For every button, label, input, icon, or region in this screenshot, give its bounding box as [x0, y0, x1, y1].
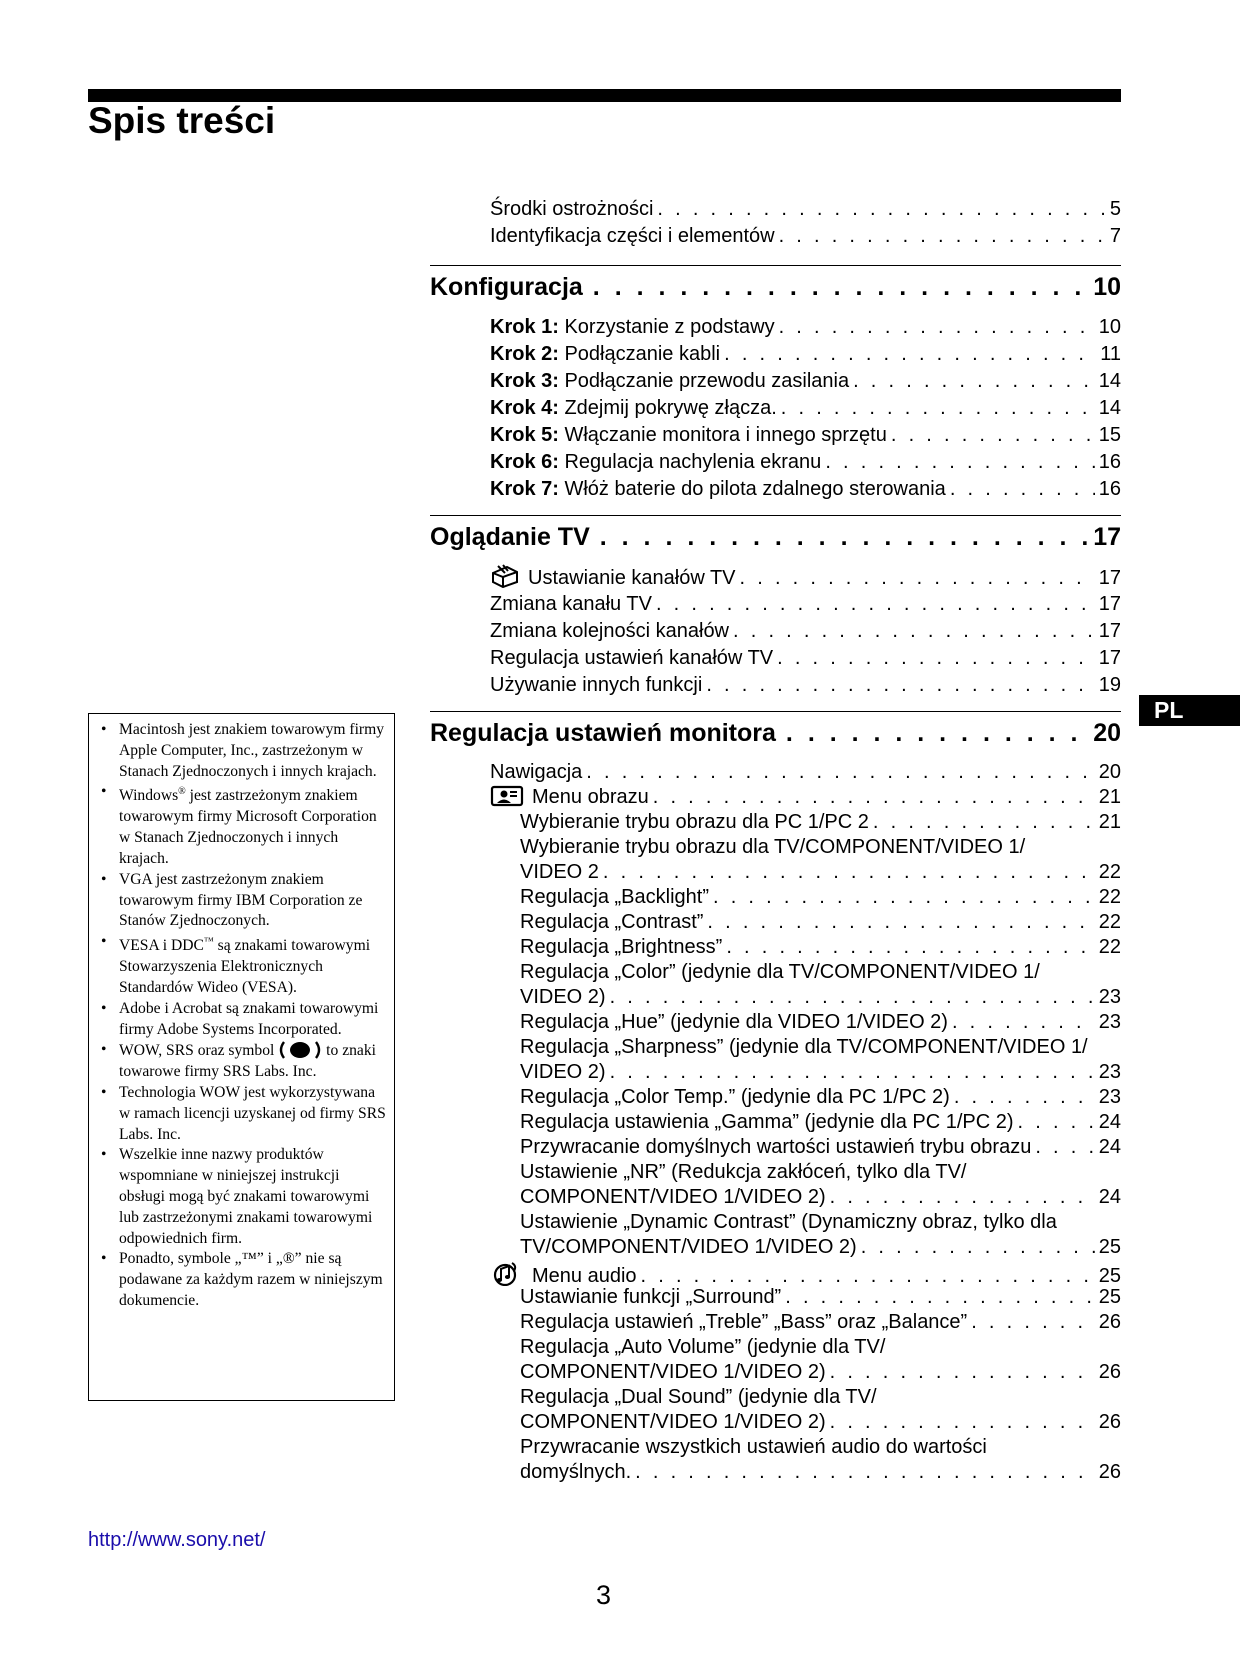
dot-leader — [707, 910, 1094, 935]
toc-entry-text: Regulacja „Brightness” — [520, 936, 723, 958]
dot-leader — [726, 935, 1094, 960]
dot-leader — [952, 1010, 1095, 1035]
toc-entry-page: 24 — [1098, 1111, 1121, 1133]
toc-entry-text: TV/COMPONENT/VIDEO 1/VIDEO 2) — [520, 1236, 857, 1258]
toc-entry-line: Regulacja „Auto Volume” (jedynie dla TV/ — [520, 1336, 886, 1358]
toc-entry-text: Podłączanie kabli — [564, 343, 721, 365]
sony-website-link[interactable]: http://www.sony.net/ — [88, 1529, 266, 1551]
section-page: 17 — [1093, 523, 1121, 551]
toc-entry-text: Regulacja „Contrast” — [520, 911, 704, 933]
dot-leader — [600, 520, 1087, 554]
toc-entry[interactable] — [490, 476, 1121, 503]
toc-entry-text: VIDEO 2) — [520, 1061, 606, 1083]
toc-entry-page: 26 — [1098, 1461, 1121, 1483]
trademark-notes-box — [88, 713, 395, 1401]
toc-entry-page: 17 — [1098, 620, 1121, 642]
toc-entry-page: 17 — [1098, 647, 1121, 669]
toc-entry[interactable] — [490, 368, 1121, 395]
toc-entry-line: Przywracanie wszystkich ustawień audio do wartości — [520, 1436, 987, 1458]
dot-leader — [830, 1360, 1095, 1385]
toc-entry-text: Menu audio — [532, 1265, 637, 1287]
dot-leader — [779, 223, 1106, 250]
toc-entry-page: 23 — [1098, 1086, 1121, 1108]
section-page: 10 — [1093, 273, 1121, 301]
toc-entry[interactable] — [520, 810, 1121, 835]
toc-entry-text: Nawigacja — [490, 761, 583, 783]
toc-entry-text: Podłączanie przewodu zasilania — [564, 370, 850, 392]
dot-leader — [724, 341, 1096, 368]
dot-leader — [971, 1310, 1095, 1335]
dot-leader — [779, 314, 1095, 341]
toc-entry-text: Regulacja „Hue” (jedynie dla VIDEO 1/VIDEO 2) — [520, 1011, 948, 1033]
section-heading-konfiguracja[interactable] — [430, 265, 1121, 304]
toc-entry[interactable] — [490, 449, 1121, 476]
toc-entry-line: Ustawienie „NR” (Redukcja zakłóceń, tylko dla TV/ — [520, 1161, 967, 1183]
toc-entry-text: Regulacja nachylenia ekranu — [564, 451, 822, 473]
toc-entry[interactable] — [520, 1085, 1121, 1110]
toc-entry[interactable] — [490, 591, 1121, 618]
note-item: • Technologia WOW jest wykorzystywana w ramach licencji uzyskanej od firmy SRS Labs. Inc. — [89, 1083, 386, 1145]
toc-entry-text: Regulacja ustawień kanałów TV — [490, 647, 774, 669]
step-label: Krok 7: — [490, 478, 559, 500]
dot-leader — [853, 368, 1095, 395]
dot-leader — [873, 810, 1095, 835]
toc-entry-page: 22 — [1098, 936, 1121, 958]
dot-leader — [830, 1185, 1095, 1210]
toc-entry-page: 22 — [1098, 886, 1121, 908]
picture-menu-icon — [490, 785, 524, 807]
toc-entry-page: 25 — [1098, 1265, 1121, 1287]
toc-entry[interactable] — [490, 196, 1121, 223]
dot-leader — [653, 785, 1095, 810]
toc-entry[interactable] — [520, 1135, 1121, 1160]
section-title: Oglądanie TV — [430, 523, 590, 551]
dot-leader — [954, 1085, 1095, 1110]
toc-entry-page: 7 — [1109, 225, 1121, 247]
language-tab: PL — [1139, 695, 1240, 726]
note-item: • VGA jest zastrzeżonym znakiem towarowym firmy IBM Corporation ze Stanów Zjednoczonych. — [89, 870, 386, 932]
toc-entry-line: Regulacja „Dual Sound” (jedynie dla TV/ — [520, 1386, 877, 1408]
toc-entry[interactable] — [520, 1285, 1121, 1310]
toc-entry-text: Włóż baterie do pilota zdalnego sterowania — [564, 478, 946, 500]
toc-entry-page: 21 — [1098, 811, 1121, 833]
toc-entry[interactable] — [490, 645, 1121, 672]
step-label: Krok 4: — [490, 397, 559, 419]
toc-entry-page: 15 — [1098, 424, 1121, 446]
note-item: • Wszelkie inne nazwy produktów wspomniane w niniejszej instrukcji obsługi mogą być znakami towarowymi lub zastrzeżonymi znakami towarowymi odpowiednich firm. — [89, 1145, 386, 1249]
toc-entry-text: COMPONENT/VIDEO 1/VIDEO 2) — [520, 1186, 826, 1208]
toc-entry-text: Regulacja „Color Temp.” (jedynie dla PC 1/PC 2) — [520, 1086, 950, 1108]
toc-entry[interactable] — [490, 618, 1121, 645]
dot-leader — [610, 1060, 1095, 1085]
dot-leader — [950, 476, 1095, 503]
dot-leader — [713, 885, 1095, 910]
dot-leader — [785, 1285, 1095, 1310]
toc-entry-text: Przywracanie domyślnych wartości ustawień trybu obrazu — [520, 1136, 1032, 1158]
toc-entry-line: Wybieranie trybu obrazu dla TV/COMPONENT/VIDEO 1/ — [520, 836, 1026, 858]
toc-entry-page: 25 — [1098, 1286, 1121, 1308]
toc-entry[interactable] — [490, 422, 1121, 449]
toc-entry-text: Regulacja ustawienia „Gamma” (jedynie dla PC 1/PC 2) — [520, 1111, 1014, 1133]
note-item: • Ponadto, symbole „™” i „®” nie są podawane za każdym razem w niniejszym dokumencie. — [89, 1249, 386, 1311]
toc-entry-line: Regulacja „Sharpness” (jedynie dla TV/COMPONENT/VIDEO 1/ — [520, 1036, 1088, 1058]
toc-entry[interactable] — [490, 564, 1121, 591]
toc-entry[interactable] — [490, 785, 1121, 810]
section-page: 20 — [1093, 719, 1121, 747]
toc-entry[interactable] — [490, 314, 1121, 341]
toc-entry-page: 14 — [1098, 397, 1121, 419]
toc-entry-text: Regulacja „Backlight” — [520, 886, 709, 908]
toc-entry-page: 14 — [1098, 370, 1121, 392]
toc-entry-line: Ustawienie „Dynamic Contrast” (Dynamiczny obraz, tylko dla — [520, 1211, 1057, 1233]
dot-leader — [603, 860, 1095, 885]
toc-entry-text: Wybieranie trybu obrazu dla PC 1/PC 2 — [520, 811, 869, 833]
toc-entry-text: Ustawianie funkcji „Surround” — [520, 1286, 782, 1308]
dot-leader — [825, 449, 1094, 476]
step-label: Krok 2: — [490, 343, 559, 365]
tv-channel-setup-icon — [490, 564, 520, 588]
toc-entry[interactable] — [520, 1110, 1121, 1135]
toc-entry[interactable] — [520, 935, 1121, 960]
toc-entry-text: Włączanie monitora i innego sprzętu — [564, 424, 887, 446]
toc-entry-text: Identyfikacja części i elementów — [490, 225, 775, 247]
page-title: Spis treści — [88, 100, 276, 141]
toc-entry[interactable] — [520, 1235, 1121, 1260]
toc-entry[interactable] — [520, 910, 1121, 935]
step-label: Krok 3: — [490, 370, 559, 392]
dot-leader — [657, 196, 1105, 223]
toc-entry-text: VIDEO 2) — [520, 986, 606, 1008]
note-item: • Adobe i Acrobat są znakami towarowymi firmy Adobe Systems Incorporated. — [89, 999, 386, 1041]
dot-leader — [1018, 1110, 1095, 1135]
toc-entry[interactable] — [520, 885, 1121, 910]
audio-menu-icon — [490, 1260, 524, 1286]
dot-leader — [656, 591, 1095, 618]
dot-leader — [706, 672, 1094, 699]
note-item: • Macintosh jest znakiem towarowym firmy Apple Computer, Inc., zastrzeżonym w Stanach Zjednoczonych i innych krajach. — [89, 720, 386, 782]
step-label: Krok 1: — [490, 316, 559, 338]
toc-entry-text: Środki ostrożności — [490, 198, 654, 220]
section-heading-ogladanie-tv[interactable] — [430, 515, 1121, 554]
dot-leader — [610, 985, 1095, 1010]
table-of-contents — [430, 196, 1121, 1485]
toc-entry-text: domyślnych. — [520, 1461, 632, 1483]
section-title: Regulacja ustawień monitora — [430, 719, 776, 747]
toc-entry-page: 21 — [1098, 786, 1121, 808]
toc-entry-text: Korzystanie z podstawy — [564, 316, 775, 338]
toc-entry-page: 11 — [1100, 343, 1121, 365]
toc-entry-page: 22 — [1098, 861, 1121, 883]
dot-leader — [891, 422, 1095, 449]
dot-leader — [635, 1460, 1095, 1485]
note-item: • VESA i DDC™ są znakami towarowymi Stowarzyszenia Elektronicznych Standardów Wideo (VESA). — [89, 932, 386, 999]
toc-entry[interactable] — [490, 1260, 1121, 1285]
toc-entry-text: COMPONENT/VIDEO 1/VIDEO 2) — [520, 1411, 826, 1433]
toc-entry-page: 16 — [1098, 478, 1121, 500]
toc-entry-page: 26 — [1098, 1311, 1121, 1333]
dot-leader — [586, 760, 1094, 785]
dot-leader — [777, 645, 1095, 672]
toc-entry-text: Menu obrazu — [532, 786, 649, 808]
page-number: 3 — [596, 1580, 612, 1610]
toc-entry-page: 23 — [1098, 986, 1121, 1008]
toc-entry-page: 19 — [1098, 674, 1121, 696]
toc-entry[interactable] — [520, 1410, 1121, 1435]
toc-entry-page: 16 — [1098, 451, 1121, 473]
toc-entry-text: VIDEO 2 — [520, 861, 599, 883]
toc-entry[interactable] — [490, 395, 1121, 422]
toc-entry-line: Regulacja „Color” (jedynie dla TV/COMPONENT/VIDEO 1/ — [520, 961, 1040, 983]
toc-entry-page: 23 — [1098, 1011, 1121, 1033]
dot-leader — [740, 565, 1095, 592]
toc-entry-page: 17 — [1098, 567, 1121, 589]
dot-leader — [1035, 1135, 1094, 1160]
toc-entry-text: Zmiana kanału TV — [490, 593, 652, 615]
toc-entry[interactable] — [490, 672, 1121, 699]
toc-entry-page: 20 — [1098, 761, 1121, 783]
toc-entry-text: Regulacja ustawień „Treble” „Bass” oraz „Balance” — [520, 1311, 968, 1333]
step-label: Krok 6: — [490, 451, 559, 473]
toc-entry-text: COMPONENT/VIDEO 1/VIDEO 2) — [520, 1361, 826, 1383]
section-title: Konfiguracja — [430, 273, 583, 301]
toc-entry-page: 10 — [1098, 316, 1121, 338]
toc-entry[interactable] — [520, 1360, 1121, 1385]
srs-logo-icon — [278, 1040, 322, 1060]
toc-entry-page: 5 — [1109, 198, 1121, 220]
toc-entry[interactable] — [520, 1060, 1121, 1085]
toc-entry-text: Używanie innych funkcji — [490, 674, 703, 696]
dot-leader — [781, 395, 1095, 422]
toc-entry[interactable] — [490, 223, 1121, 250]
toc-entry-page: 24 — [1098, 1186, 1121, 1208]
note-item: • Windows® jest zastrzeżonym znakiem towarowym firmy Microsoft Corporation w Stanach Zjednoczonych i innych krajach. — [89, 782, 386, 869]
toc-entry-page: 22 — [1098, 911, 1121, 933]
dot-leader — [733, 618, 1095, 645]
dot-leader — [786, 716, 1087, 750]
toc-entry-text: Zdejmij pokrywę złącza. — [564, 397, 777, 419]
note-item: • WOW, SRS oraz symbol to znaki towarowe firmy SRS Labs. Inc. — [89, 1040, 386, 1083]
toc-entry[interactable] — [520, 985, 1121, 1010]
toc-entry-text: Zmiana kolejności kanałów — [490, 620, 730, 642]
toc-entry-page: 26 — [1098, 1361, 1121, 1383]
toc-entry-page: 17 — [1098, 593, 1121, 615]
toc-entry[interactable] — [520, 1010, 1121, 1035]
dot-leader — [861, 1235, 1095, 1260]
toc-entry-page: 24 — [1098, 1136, 1121, 1158]
toc-entry[interactable] — [490, 760, 1121, 785]
step-label: Krok 5: — [490, 424, 559, 446]
section-heading-regulacja-monitora[interactable] — [430, 711, 1121, 750]
toc-entry[interactable] — [520, 1310, 1121, 1335]
toc-entry-page: 25 — [1098, 1236, 1121, 1258]
toc-entry-page: 26 — [1098, 1411, 1121, 1433]
toc-entry-text: Ustawianie kanałów TV — [528, 567, 736, 589]
toc-entry[interactable] — [490, 341, 1121, 368]
dot-leader — [830, 1410, 1095, 1435]
toc-entry[interactable] — [520, 1460, 1121, 1485]
toc-entry[interactable] — [520, 860, 1121, 885]
dot-leader — [593, 270, 1087, 304]
toc-entry-page: 23 — [1098, 1061, 1121, 1083]
toc-entry[interactable] — [520, 1185, 1121, 1210]
